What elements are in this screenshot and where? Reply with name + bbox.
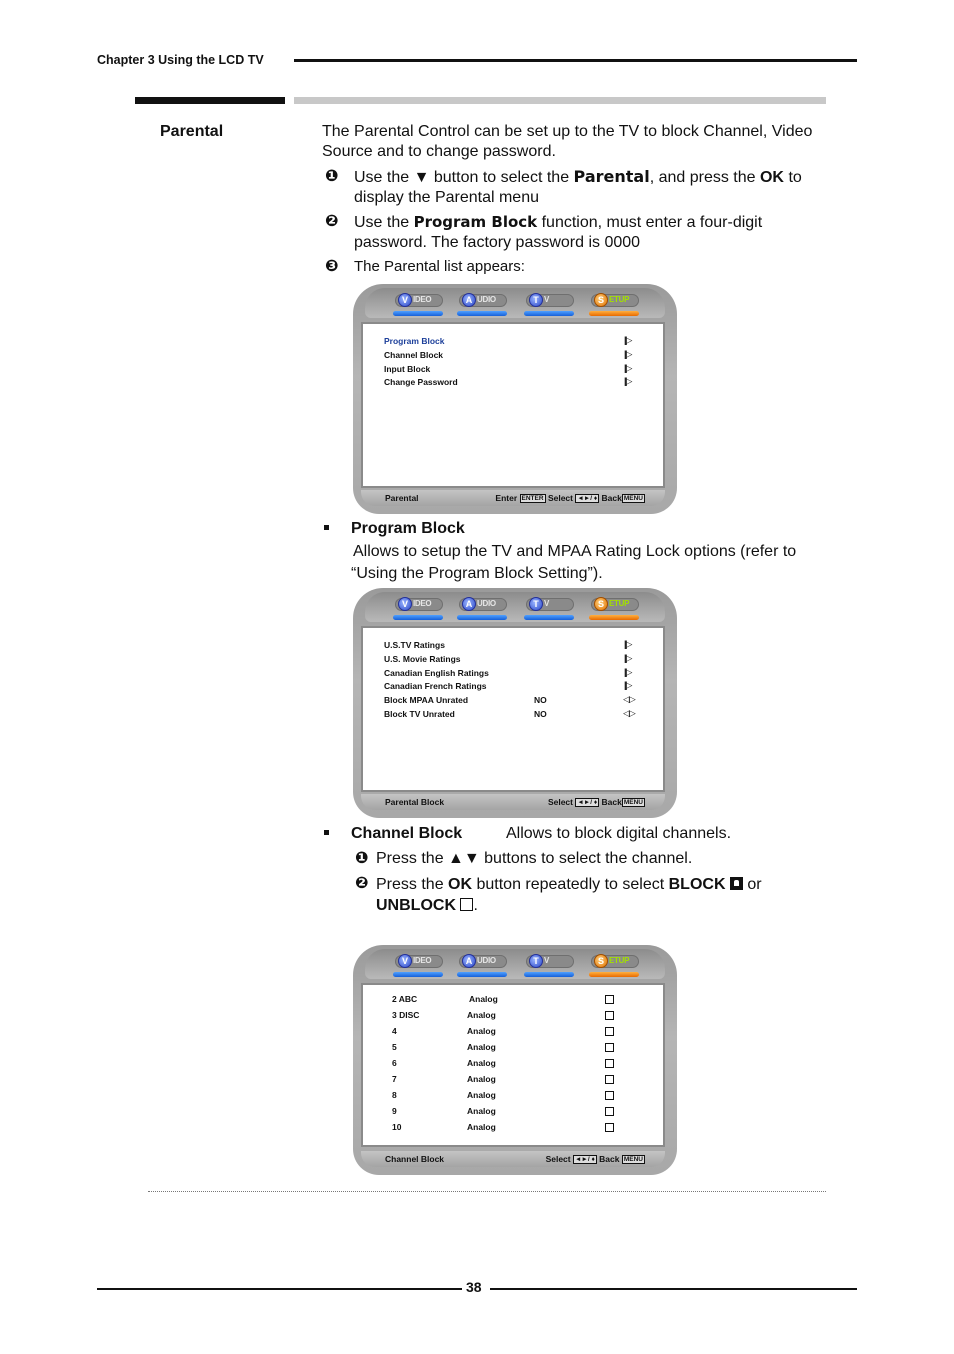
tv-tab-icon: T xyxy=(529,293,543,307)
setup-tab-icon: S xyxy=(594,293,608,307)
enter-key-icon: ENTER xyxy=(521,495,544,503)
audio-tab-icon: A xyxy=(462,954,476,968)
tv-menu-panel xyxy=(361,322,665,488)
submenu-arrow-icon: |||▷ xyxy=(624,667,631,677)
channel-number[interactable]: 3 DISC xyxy=(392,1010,420,1020)
tv-tab-icon: T xyxy=(529,597,543,611)
up-down-arrow-icon: ▲▼ xyxy=(448,850,480,867)
intro-paragraph: The Parental Control can be set up to the TV to block Channel, Video Source and to change password. xyxy=(322,123,813,160)
menu-item-us-movie-ratings[interactable]: U.S. Movie Ratings xyxy=(384,654,461,664)
tv-channel-panel xyxy=(361,983,665,1147)
step-number: ❷ xyxy=(325,213,339,230)
channel-type: Analog xyxy=(467,1010,496,1020)
tv-tab-bar xyxy=(365,592,665,622)
select-keys-icon: ◄►/ ♦ xyxy=(577,495,598,503)
tv-tab-icon: T xyxy=(529,954,543,968)
menu-item-channel-block[interactable]: Channel Block xyxy=(384,350,444,360)
select-keys-icon: ◄►/ ♦ xyxy=(577,799,598,807)
tv-tab-bar xyxy=(365,288,665,318)
channel-number[interactable]: 4 xyxy=(392,1026,397,1036)
chapter-heading: Chapter 3 Using the LCD TV xyxy=(97,53,264,67)
tv-footer xyxy=(361,490,665,506)
submenu-arrow-icon: |||▷ xyxy=(624,680,631,690)
tv-menu-parental xyxy=(353,284,677,514)
footer-label: Parental Block xyxy=(385,797,445,807)
submenu-arrow-icon: |||▷ xyxy=(624,335,631,345)
channel-number[interactable]: 6 xyxy=(392,1058,397,1068)
unblock-checkbox[interactable] xyxy=(605,1011,614,1020)
page-number: 38 xyxy=(466,1279,482,1295)
step-number: ❶ xyxy=(355,850,369,867)
tv-footer xyxy=(361,1151,665,1167)
channel-step-1 xyxy=(355,849,815,869)
section-bar-light xyxy=(294,97,826,104)
menu-item-block-tv-unrated[interactable]: Block TV Unrated xyxy=(384,709,455,719)
menu-key-icon: MENU xyxy=(623,495,643,503)
unblock-checkbox[interactable] xyxy=(605,1075,614,1084)
channel-number[interactable]: 9 xyxy=(392,1106,397,1116)
channel-type: Analog xyxy=(467,1074,496,1084)
unblock-checkbox[interactable] xyxy=(605,1123,614,1132)
section-label: Parental xyxy=(160,123,224,140)
channel-block-desc: Allows to block digital channels. xyxy=(506,825,732,842)
header-rule xyxy=(294,59,857,62)
tab-tv[interactable]: T V xyxy=(522,596,578,618)
video-tab-icon: V xyxy=(398,293,412,307)
menu-item-input-block[interactable]: Input Block xyxy=(384,364,431,374)
channel-type: Analog xyxy=(467,1090,496,1100)
unblock-checkbox[interactable] xyxy=(605,1027,614,1036)
step-1 xyxy=(325,167,825,207)
tv-menu-channel-block xyxy=(353,945,677,1175)
channel-number[interactable]: 10 xyxy=(392,1122,402,1132)
submenu-arrow-icon: |||▷ xyxy=(624,639,631,649)
bullet-icon xyxy=(324,830,329,835)
tab-audio[interactable]: A UDIO xyxy=(455,292,511,314)
step-2 xyxy=(325,212,825,252)
tv-tab-bar xyxy=(365,949,665,979)
footer-hints: Select ◄►/ ♦ Back MENU xyxy=(547,797,643,807)
tab-video[interactable]: V IDEO xyxy=(391,292,447,314)
channel-block-title: Channel Block xyxy=(351,825,463,842)
step-number: ❷ xyxy=(355,875,369,892)
bullet-icon xyxy=(324,525,329,530)
menu-item-us-tv-ratings[interactable]: U.S.TV Ratings xyxy=(384,640,445,650)
step-number: ❶ xyxy=(325,168,339,185)
tv-footer xyxy=(361,794,665,810)
video-tab-icon: V xyxy=(398,597,412,611)
footer-rule-right xyxy=(490,1288,857,1290)
submenu-arrow-icon: |||▷ xyxy=(624,349,631,359)
step-3 xyxy=(325,257,825,277)
unblock-checkbox[interactable] xyxy=(605,1059,614,1068)
step-text: Use the Program Block function, must enter a four-digit password. The factory password is 0000 xyxy=(354,213,763,251)
setup-tab-icon: S xyxy=(594,954,608,968)
menu-key-icon: MENU xyxy=(623,799,643,807)
tab-tv[interactable]: T V xyxy=(522,953,578,975)
left-right-arrow-icon: ◁▷ xyxy=(623,708,635,718)
select-keys-icon: ◄►/ ♦ xyxy=(574,1156,595,1164)
footer-rule-left xyxy=(97,1288,462,1290)
step-text: Press the OK button repeatedly to select BLOCK or UNBLOCK . xyxy=(376,876,762,914)
channel-type: Analog xyxy=(467,1058,496,1068)
submenu-arrow-icon: |||▷ xyxy=(624,363,631,373)
tab-video[interactable]: V IDEO xyxy=(391,953,447,975)
unblock-checkbox[interactable] xyxy=(605,995,614,1004)
submenu-arrow-icon: |||▷ xyxy=(624,376,631,386)
menu-item-block-mpaa-unrated[interactable]: Block MPAA Unrated xyxy=(384,695,469,705)
step-text: The Parental list appears: xyxy=(354,258,525,275)
channel-number[interactable]: 2 ABC xyxy=(392,994,418,1004)
left-right-arrow-icon: ◁▷ xyxy=(623,694,635,704)
unblock-checkbox[interactable] xyxy=(605,1043,614,1052)
menu-item-change-password[interactable]: Change Password xyxy=(384,377,458,387)
channel-step-2 xyxy=(355,874,815,916)
program-block-title: Program Block xyxy=(351,520,465,537)
menu-item-canadian-english-ratings[interactable]: Canadian English Ratings xyxy=(384,668,489,678)
menu-key-icon: MENU xyxy=(623,1156,643,1164)
bullet-channel-block xyxy=(324,824,329,844)
channel-type: Analog xyxy=(467,1042,496,1052)
video-tab-icon: V xyxy=(398,954,412,968)
tv-menu-panel xyxy=(361,626,665,792)
menu-item-program-block[interactable]: Program Block xyxy=(384,336,445,346)
dotted-divider xyxy=(148,1191,826,1192)
channel-number[interactable]: 7 xyxy=(392,1074,397,1084)
audio-tab-icon: A xyxy=(462,597,476,611)
unlock-box-icon xyxy=(460,898,473,911)
unblock-checkbox[interactable] xyxy=(605,1091,614,1100)
bullet-program-block xyxy=(324,519,329,539)
step-text: Use the ▼ button to select the Parental, and press the OK to display the Parental menu xyxy=(354,167,802,206)
step-number: ❸ xyxy=(325,258,339,275)
footer-hints: Select ◄►/ ♦ Back MENU xyxy=(545,1154,643,1164)
lock-icon xyxy=(730,877,743,890)
tab-setup[interactable]: S ETUP xyxy=(587,596,643,618)
submenu-arrow-icon: |||▷ xyxy=(624,653,631,663)
down-arrow-icon: ▼ xyxy=(413,169,430,186)
tab-tv[interactable]: T V xyxy=(522,292,578,314)
channel-type: Analog xyxy=(467,1106,496,1116)
channel-number[interactable]: 8 xyxy=(392,1090,397,1100)
tab-setup[interactable]: S ETUP xyxy=(587,953,643,975)
setup-tab-icon: S xyxy=(594,597,608,611)
channel-type: Analog xyxy=(467,1026,496,1036)
tab-audio[interactable]: A UDIO xyxy=(455,953,511,975)
step-text: Press the ▲▼ buttons to select the channel. xyxy=(376,850,693,867)
channel-type: Analog xyxy=(467,1122,496,1132)
program-block-desc: Allows to setup the TV and MPAA Rating Lock options (refer to “Using the Program Block Setting”). xyxy=(351,543,797,582)
tab-video[interactable]: V IDEO xyxy=(391,596,447,618)
footer-hints: Enter ENTER Select ◄►/ ♦ Back MENU xyxy=(495,493,643,503)
setting-value: NO xyxy=(534,695,547,705)
footer-label: Channel Block xyxy=(385,1154,445,1164)
channel-type: Analog xyxy=(469,994,498,1004)
menu-item-canadian-french-ratings[interactable]: Canadian French Ratings xyxy=(384,681,487,691)
tv-menu-parental-block xyxy=(353,588,677,818)
footer-label: Parental xyxy=(385,493,419,503)
section-bar-dark xyxy=(135,97,285,104)
unblock-checkbox[interactable] xyxy=(605,1107,614,1116)
tab-setup[interactable]: S ETUP xyxy=(587,292,643,314)
setting-value: NO xyxy=(534,709,547,719)
tab-audio[interactable]: A UDIO xyxy=(455,596,511,618)
channel-number[interactable]: 5 xyxy=(392,1042,397,1052)
audio-tab-icon: A xyxy=(462,293,476,307)
